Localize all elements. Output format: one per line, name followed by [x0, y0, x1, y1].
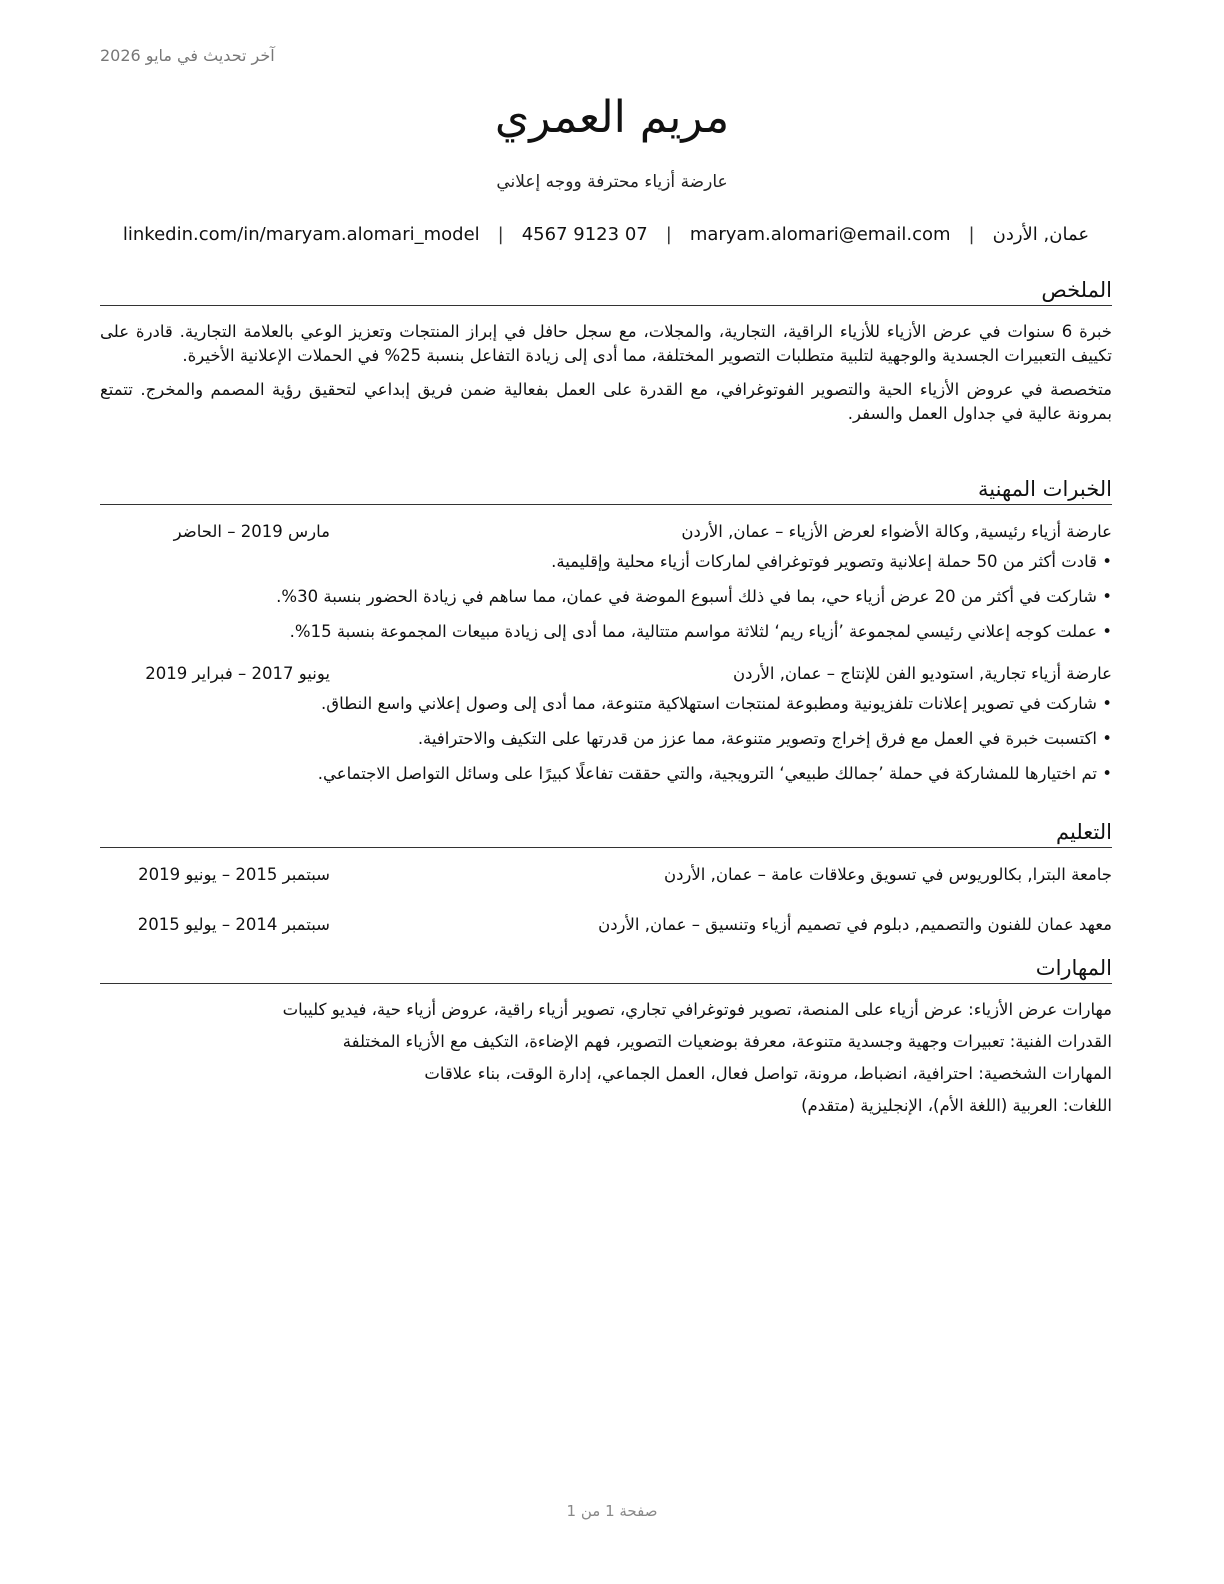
- job-title: عارضة أزياء رئيسية, وكالة الأضواء لعرض الأزياء – عمان, الأردن: [681, 522, 1112, 541]
- job-bullet: • شاركت في أكثر من 20 عرض أزياء حي، بما في ذلك أسبوع الموضة في عمان، مما ساهم في زيادة الحضور بنسبة 30%.: [100, 586, 1112, 608]
- contact-separator: |: [497, 224, 504, 245]
- job-dates: مارس 2019 – الحاضر: [173, 522, 330, 541]
- education-entry: [100, 864, 1112, 886]
- contact-email[interactable]: maryam.alomari@email.com: [689, 224, 951, 245]
- job-bullet: • تم اختيارها للمشاركة في حملة ’جمالك طبيعي‘ الترويجية، والتي حققت تفاعلًا كبيرًا على وسائل التواصل الاجتماعي.: [100, 763, 1112, 785]
- skills-list: [100, 998, 1112, 1118]
- contact-location: عمان, الأردن: [992, 224, 1090, 245]
- job-header: [100, 663, 1112, 685]
- education-section: [100, 818, 1112, 936]
- candidate-title: عارضة أزياء محترفة ووجه إعلاني: [496, 172, 728, 192]
- page-number: صفحة 1 من 1: [566, 1502, 658, 1520]
- candidate-name: مريم العمري: [494, 92, 730, 143]
- skills-heading: المهارات: [100, 954, 1112, 984]
- education-entry: [100, 914, 1112, 936]
- summary-paragraph: خبرة 6 سنوات في عرض الأزياء للأزياء الراقية، التجارية، والمجلات، مع سجل حافل في إبراز المنتجات وتعزيز الوعي بالعلامة التجارية. قادرة على تكييف التعبيرات الجسدية والوجهية لتلبية متطلبات التصوير المختلفة، مما أدى إلى زيادة التفاعل بنسبة 25% في الحملات الإعلانية الأخيرة.: [100, 322, 1112, 365]
- summary-section: [100, 276, 1112, 426]
- contact-phone: 07 9123 4567: [521, 224, 648, 245]
- job-entry: [100, 521, 1112, 643]
- education-title: جامعة البترا, بكالوريوس في تسويق وعلاقات عامة – عمان, الأردن: [663, 865, 1112, 884]
- experience-heading: الخبرات المهنية: [100, 475, 1112, 505]
- summary-heading: الملخص: [100, 276, 1112, 306]
- job-title: عارضة أزياء تجارية, استوديو الفن للإنتاج – عمان, الأردن: [733, 664, 1112, 683]
- education-dates: سبتمبر 2015 – يونيو 2019: [138, 865, 330, 884]
- job-bullets: [100, 551, 1112, 643]
- job-dates: يونيو 2017 – فبراير 2019: [145, 664, 330, 683]
- job-bullet: • اكتسبت خبرة في العمل مع فرق إخراج وتصوير متنوعة، مما عزز من قدرتها على التكيف والاحترافية.: [100, 728, 1112, 750]
- skill-line: المهارات الشخصية: احترافية، انضباط، مرونة، تواصل فعال، العمل الجماعي، إدارة الوقت، بناء علاقات: [424, 1064, 1112, 1083]
- education-dates: سبتمبر 2014 – يوليو 2015: [137, 915, 330, 934]
- summary-paragraph: متخصصة في عروض الأزياء الحية والتصوير الفوتوغرافي، مع القدرة على العمل بفعالية ضمن فريق إبداعي لتحقيق رؤية المصمم والمخرج. تتمتع بمرونة عالية في جداول العمل والسفر.: [100, 380, 1112, 423]
- job-entry: [100, 663, 1112, 785]
- experience-section: [100, 475, 1112, 798]
- skills-section: [100, 954, 1112, 1126]
- skill-line: القدرات الفنية: تعبيرات وجهية وجسدية متنوعة، معرفة بوضعيات التصوير، فهم الإضاءة، التكيف مع الأزياء المختلفة: [342, 1032, 1112, 1051]
- job-bullet: • عملت كوجه إعلاني رئيسي لمجموعة ’أزياء ريم‘ لثلاثة مواسم متتالية، مما أدى إلى زيادة مبيعات المجموعة بنسبة 15%.: [100, 621, 1112, 643]
- job-bullets: [100, 693, 1112, 785]
- education-heading: التعليم: [100, 818, 1112, 848]
- contact-separator: |: [968, 224, 975, 245]
- last-updated: آخر تحديث في مايو 2026: [100, 46, 275, 65]
- skill-line: مهارات عرض الأزياء: عرض أزياء على المنصة، تصوير فوتوغرافي تجاري، تصوير أزياء راقية، عروض أزياء حية، فيديو كليبات: [282, 1000, 1112, 1019]
- contact-separator: |: [665, 224, 672, 245]
- job-header: [100, 521, 1112, 543]
- contact-line: [100, 224, 1112, 245]
- skill-line: اللغات: العربية (اللغة الأم)، الإنجليزية (متقدم): [801, 1096, 1112, 1115]
- job-bullet: • قادت أكثر من 50 حملة إعلانية وتصوير فوتوغرافي لماركات أزياء محلية وإقليمية.: [100, 551, 1112, 573]
- job-bullet: • شاركت في تصوير إعلانات تلفزيونية ومطبوعة لمنتجات استهلاكية متنوعة، مما أدى إلى وصول إعلاني واسع النطاق.: [100, 693, 1112, 715]
- education-title: معهد عمان للفنون والتصميم, دبلوم في تصميم أزياء وتنسيق – عمان, الأردن: [598, 915, 1112, 934]
- contact-linkedin[interactable]: linkedin.com/in/maryam.alomari_model: [122, 224, 480, 245]
